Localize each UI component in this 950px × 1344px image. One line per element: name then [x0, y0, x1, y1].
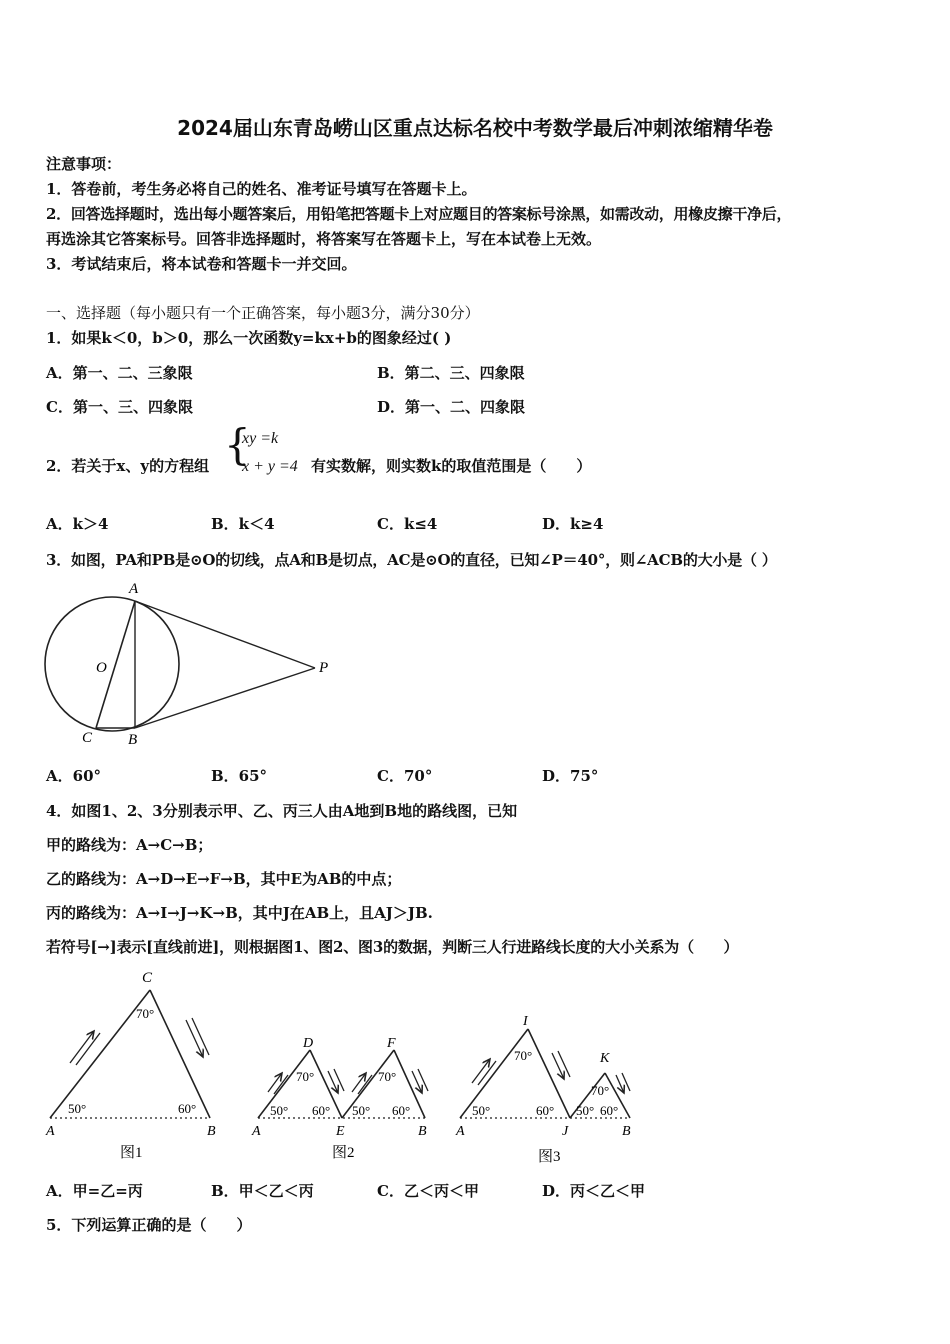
- arrow-icon: [192, 1018, 209, 1055]
- arrow-icon: [616, 1075, 624, 1093]
- arrow-icon: [558, 1051, 570, 1077]
- figure-1: [45, 970, 216, 1161]
- arrow-icon: [552, 1053, 564, 1079]
- q2-eq2: x + y =4: [242, 458, 298, 475]
- angle-k: 70°: [591, 1083, 610, 1098]
- q3-option-b: B．65°: [211, 767, 268, 785]
- notice-line: 再选涂其它答案标号。回答非选择题时，将答案写在答题卡上，写在本试卷上无效。: [46, 230, 602, 248]
- q3-stem: 3．如图，PA和PB是⊙O的切线，点A和B是切点，AC是⊙O的直径，已知∠P＝40°，则∠ACB的大小是（ ）: [46, 551, 777, 569]
- notice-line: 3．考试结束后，将本试卷和答题卡一并交回。: [46, 255, 357, 273]
- label-b: B: [622, 1124, 631, 1139]
- q2-suffix: 有实数解，则实数k的取值范围是（ ）: [311, 457, 592, 475]
- caption: 图1: [120, 1145, 143, 1161]
- page-title: 2024届山东青岛崂山区重点达标名校中考数学最后冲刺浓缩精华卷: [177, 116, 773, 140]
- q2-eq1: xy =k: [242, 430, 279, 447]
- q4-line: 丙的路线为：A→I→J→K→B，其中J在AB上，且AJ＞JB.: [46, 904, 433, 922]
- label-o: O: [96, 660, 107, 676]
- angle-a: 50°: [472, 1103, 491, 1118]
- q1-option-b: B．第二、三、四象限: [377, 364, 525, 382]
- angle-e-right: 50°: [352, 1103, 371, 1118]
- label-a: A: [46, 1124, 55, 1139]
- q5-stem: 5．下列运算正确的是（ ）: [46, 1216, 252, 1234]
- label-b: B: [418, 1124, 427, 1139]
- equation-brace: {: [224, 420, 251, 469]
- q3-option-a: A．60°: [46, 767, 102, 785]
- angle-f: 70°: [378, 1069, 397, 1084]
- angle-b: 60°: [600, 1103, 619, 1118]
- label-b: B: [207, 1124, 216, 1139]
- figure-3: [455, 1014, 631, 1165]
- label-a: A: [252, 1124, 261, 1139]
- side-ac: [50, 990, 150, 1118]
- q1-option-a: A．第一、二、三象限: [46, 364, 193, 382]
- angle-c: 70°: [136, 1006, 155, 1021]
- tangent-pb: [135, 668, 315, 728]
- q4-option-c: C．乙＜丙＜甲: [377, 1182, 479, 1200]
- angle-e-left: 60°: [312, 1103, 331, 1118]
- label-p: P: [319, 660, 329, 676]
- q1-option-c: C．第一、三、四象限: [46, 398, 193, 416]
- notice-line: 2．回答选择题时，选出每小题答案后，用铅笔把答题卡上对应题目的答案标号涂黑，如需改动，用橡皮擦干净后，: [46, 205, 792, 223]
- q3-figure: [40, 576, 350, 756]
- q2-prefix: 2．若关于x、y的方程组: [46, 457, 210, 475]
- label-b: B: [128, 732, 138, 748]
- angle-j-right: 50°: [576, 1103, 595, 1118]
- q4-line: 4．如图1、2、3分别表示甲、乙、丙三人由A地到B地的路线图，已知: [46, 802, 518, 820]
- q4-option-a: A．甲=乙=丙: [46, 1182, 143, 1200]
- arrow-icon: [472, 1059, 490, 1083]
- q4-line: 甲的路线为：A→C→B；: [46, 836, 213, 854]
- label-j: J: [562, 1124, 569, 1139]
- side-ai: [460, 1029, 528, 1118]
- angle-d: 70°: [296, 1069, 315, 1084]
- q1-stem: 1．如果k＜0，b＞0，那么一次函数y=kx+b的图象经过( ): [46, 329, 452, 347]
- caption: 图2: [332, 1145, 355, 1161]
- q4-figures: [30, 965, 660, 1170]
- label-c: C: [142, 970, 153, 986]
- angle-j-left: 60°: [536, 1103, 555, 1118]
- label-a: A: [456, 1124, 465, 1139]
- label-d: D: [303, 1036, 314, 1051]
- q2-option-c: C．k≤4: [377, 515, 438, 533]
- circle-o: [45, 597, 179, 731]
- label-i: I: [523, 1014, 528, 1029]
- q4-line: 乙的路线为：A→D→E→F→B，其中E为AB的中点；: [46, 870, 402, 888]
- arrow-icon: [186, 1020, 203, 1057]
- q2-option-d: D．k≥4: [542, 515, 604, 533]
- arrow-icon: [274, 1075, 288, 1094]
- angle-b: 60°: [392, 1103, 411, 1118]
- q4-line: 若符号[→]表示[直线前进]，则根据图1、图2、图3的数据，判断三人行进路线长度的大小关系为（ ）: [46, 938, 739, 956]
- q2-option-b: B．k＜4: [211, 515, 275, 533]
- q3-option-d: D．75°: [542, 767, 599, 785]
- figure-2: [251, 1036, 428, 1161]
- angle-a: 50°: [270, 1103, 289, 1118]
- q1-option-d: D．第一、二、四象限: [377, 398, 526, 416]
- arrow-icon: [358, 1075, 372, 1094]
- q2-option-a: A．k＞4: [46, 515, 109, 533]
- angle-b: 60°: [178, 1101, 197, 1116]
- q4-option-b: B．甲＜乙＜丙: [211, 1182, 314, 1200]
- arrow-icon: [70, 1031, 94, 1063]
- arrow-icon: [76, 1033, 100, 1065]
- notice-heading: 注意事项：: [46, 155, 122, 173]
- caption: 图3: [538, 1149, 561, 1165]
- label-a: A: [129, 581, 139, 597]
- angle-i: 70°: [514, 1048, 533, 1063]
- q3-option-c: C．70°: [377, 767, 433, 785]
- arrow-icon: [622, 1073, 630, 1091]
- tangent-pa: [135, 601, 315, 668]
- angle-a: 50°: [68, 1101, 87, 1116]
- label-f: F: [387, 1036, 396, 1051]
- notice-line: 1．答卷前，考生务必将自己的姓名、准考证号填写在答题卡上。: [46, 180, 477, 198]
- label-c: C: [82, 730, 93, 746]
- section-heading: 一、选择题（每小题只有一个正确答案，每小题3分，满分30分）: [46, 304, 480, 322]
- label-e: E: [336, 1124, 345, 1139]
- q4-option-d: D．丙＜乙＜甲: [542, 1182, 646, 1200]
- label-k: K: [600, 1051, 610, 1066]
